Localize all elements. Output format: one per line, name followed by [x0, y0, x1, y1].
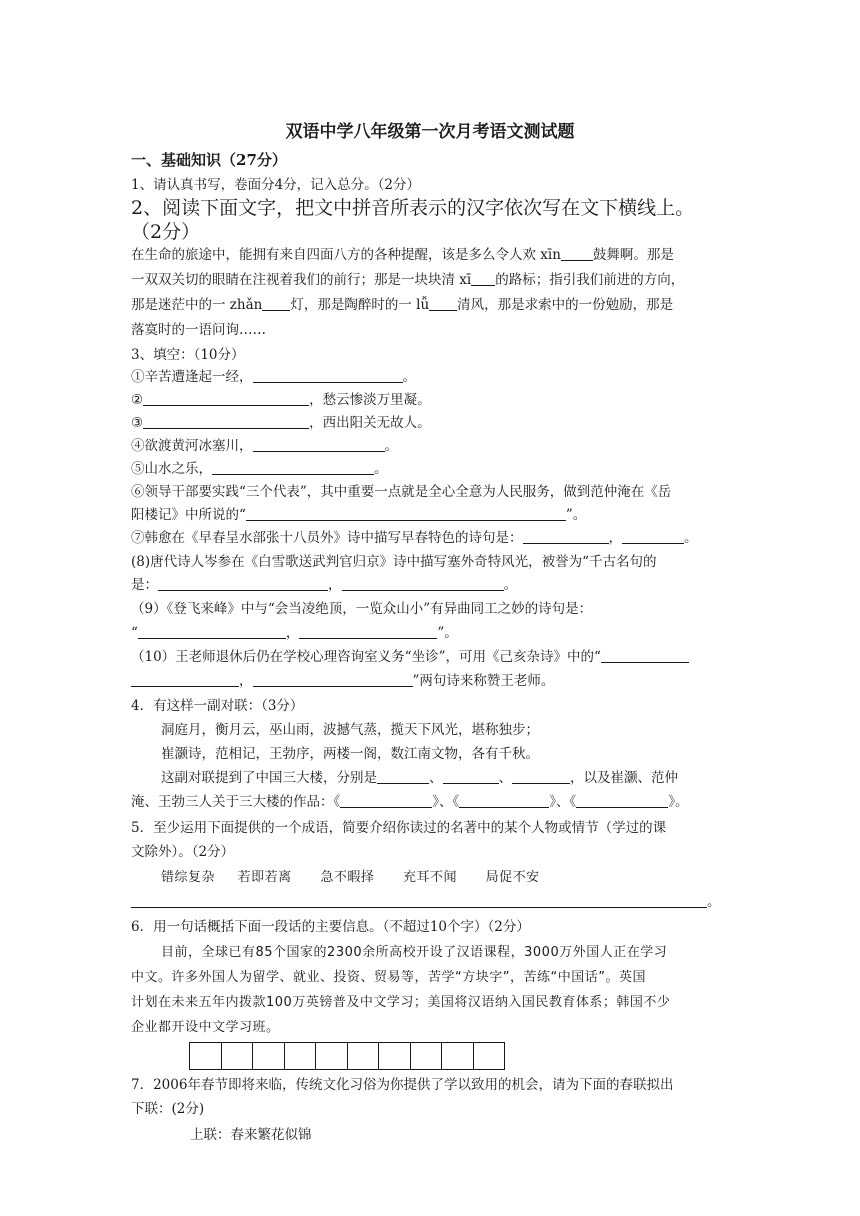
question-5-heading: 5．至少运用下面提供的一个成语，简要介绍你读过的名著中的某个人物或情节（学过的课 — [131, 820, 667, 836]
question-2-passage-line: 那是迷茫中的一 zhǎn 灯，那是陶醉时的一 lǚ 清风，那是求索中的一份勉励，那是 — [131, 297, 674, 313]
question-3-item: “ ， ”。 — [131, 625, 458, 641]
answer-blank[interactable] — [131, 893, 707, 908]
question-5-answer: 。 — [131, 892, 721, 912]
idiom: 急不暇择 — [320, 870, 375, 885]
question-2-passage-line: 一双双关切的眼睛在注视着我们的前行；那是一块块清 xī 的路标；指引我们前进的方向， — [131, 272, 685, 288]
question-3-item: (8)唐代诗人岑参在《白雪歌送武判官归京》诗中描写塞外奇特风光，被誉为“千古名句的 — [131, 554, 657, 570]
answer-blank[interactable] — [622, 529, 684, 544]
section-heading: 一、基础知识（27分） — [131, 151, 287, 169]
answer-blank[interactable] — [443, 769, 499, 784]
question-3-item: ⑥领导干部要实践“三个代表”，其中重要一点就是全心全意为人民服务，做到范仲淹在《岳 — [131, 484, 672, 500]
answer-blank[interactable] — [601, 648, 689, 663]
answer-blank[interactable] — [299, 624, 437, 639]
answer-blank[interactable] — [253, 368, 403, 383]
answer-box[interactable] — [441, 1042, 474, 1070]
question-4-heading: 4．有这样一副对联：（3分） — [131, 698, 304, 714]
answer-blank[interactable] — [512, 769, 570, 784]
answer-box[interactable] — [378, 1042, 411, 1070]
answer-blank[interactable] — [143, 391, 309, 406]
answer-box[interactable] — [221, 1042, 254, 1070]
question-3-item: ⑤山水之乐， 。 — [131, 461, 388, 477]
question-2-heading: 2、阅读下面文字，把文中拼音所表示的汉字依次写在文下横线上。 — [131, 197, 695, 219]
question-3-item: ④欲渡黄河冰塞川， 。 — [131, 438, 398, 454]
answer-blank[interactable] — [262, 296, 290, 311]
question-2-score: （2分） — [131, 221, 201, 243]
answer-blank[interactable] — [561, 246, 593, 261]
answer-blank[interactable] — [576, 793, 668, 808]
answer-blank[interactable] — [340, 793, 432, 808]
answer-blank[interactable] — [158, 576, 328, 591]
page-title: 双语中学八年级第一次月考语文测试题 — [285, 122, 575, 142]
question-7-heading: 7．2006年春节即将来临，传统文化习俗为你提供了学以致用的机会，请为下面的春联拟出 — [131, 1077, 674, 1093]
answer-blank[interactable] — [253, 672, 413, 687]
answer-blank[interactable] — [143, 414, 309, 429]
question-1: 1、请认真书写，卷面分4分，记入总分。（2分） — [131, 177, 421, 193]
question-3-item: ， ”两句诗来称赞王老师。 — [131, 671, 554, 691]
question-3-item: （9）《登飞来峰》中与“会当凌绝顶，一览众山小”有异曲同工之妙的诗句是： — [131, 601, 593, 617]
question-6-passage-line: 计划在未来五年内拨款100万英镑普及中文学习；美国将汉语纳入国民教育体系；韩国不少 — [131, 995, 671, 1010]
idiom: 错综复杂 — [161, 870, 216, 885]
answer-box[interactable] — [189, 1042, 222, 1070]
answer-blank[interactable] — [377, 769, 429, 784]
couplet-line: 洞庭月，衡月云，巫山雨，波撼气蒸，揽天下风光，堪称独步； — [161, 722, 539, 738]
question-2-passage-line: 在生命的旅途中，能拥有来自四面八方的各种提醒，该是多么令人欢 xīn 鼓舞啊。那是 — [131, 247, 674, 263]
question-3-item: ①辛苦遭逢起一经， 。 — [131, 369, 416, 385]
answer-box[interactable] — [473, 1042, 506, 1070]
answer-blank[interactable] — [429, 296, 457, 311]
answer-blank[interactable] — [131, 672, 239, 687]
answer-box[interactable] — [347, 1042, 380, 1070]
question-6-passage-line: 中文。许多外国人为留学、就业、投资、贸易等，苦学“方块字”，苦练“中国话”。英国 — [131, 970, 646, 985]
question-6-passage-line: 目前，全球已有85个国家的2300余所高校开设了汉语课程，3000万外国人正在学习 — [161, 945, 668, 960]
question-3-item: ⑦韩愈在《早春呈水部张十八员外》诗中描写早春特色的诗句是： ， 。 — [131, 530, 698, 546]
answer-box[interactable] — [252, 1042, 285, 1070]
upper-couplet: 上联：春来繁花似锦 — [190, 1127, 312, 1143]
answer-blank[interactable] — [342, 576, 504, 591]
answer-blank[interactable] — [212, 460, 374, 475]
answer-blank[interactable] — [246, 506, 566, 521]
question-3-heading: 3、填空：（10分） — [131, 347, 245, 363]
answer-box[interactable] — [315, 1042, 348, 1070]
idiom: 局促不安 — [485, 870, 540, 885]
answer-blank[interactable] — [523, 529, 609, 544]
answer-box[interactable] — [284, 1042, 317, 1070]
question-2-passage-line: 落寞时的一语问询…… — [131, 322, 266, 338]
answer-blank[interactable] — [253, 437, 385, 452]
question-3-item: 是： ， 。 — [131, 577, 517, 593]
question-3-item: ② ，愁云惨淡万里凝。 — [131, 392, 431, 408]
question-4-text: 这副对联提到了中国三大楼，分别是 、 、 ，以及崔灏、范仲 — [161, 770, 678, 786]
question-6-passage-line: 企业都开设中文学习班。 — [131, 1020, 280, 1035]
answer-box-grid — [190, 1042, 505, 1070]
question-7-score: 下联：(2分) — [131, 1101, 205, 1117]
question-3-item: 阳楼记》中所说的“ ”。 — [131, 507, 587, 523]
idiom: 若即若离 — [237, 870, 292, 885]
idiom: 充耳不闻 — [402, 870, 457, 885]
question-3-item: （10）王老师退休后仍在学校心理咨询室义务“坐诊”，可用《己亥杂诗》中的“ — [131, 647, 689, 667]
answer-blank[interactable] — [471, 271, 495, 286]
question-4-text: 淹、王勃三人关于三大楼的作品：《 》、《 》、《 》。 — [131, 794, 689, 810]
couplet-line: 崔灏诗，范相记，王勃序，两楼一阁，数江南文物，各有千秋。 — [161, 746, 539, 762]
answer-box[interactable] — [410, 1042, 443, 1070]
idiom-list — [161, 868, 540, 888]
question-5-score: 文除外）。（2分） — [131, 844, 235, 860]
answer-blank[interactable] — [459, 793, 549, 808]
question-6-heading: 6．用一句话概括下面一段话的主要信息。（不超过10个字）（2分） — [131, 919, 530, 935]
question-3-item: ③ ，西出阳关无故人。 — [131, 415, 431, 431]
answer-blank[interactable] — [138, 624, 286, 639]
